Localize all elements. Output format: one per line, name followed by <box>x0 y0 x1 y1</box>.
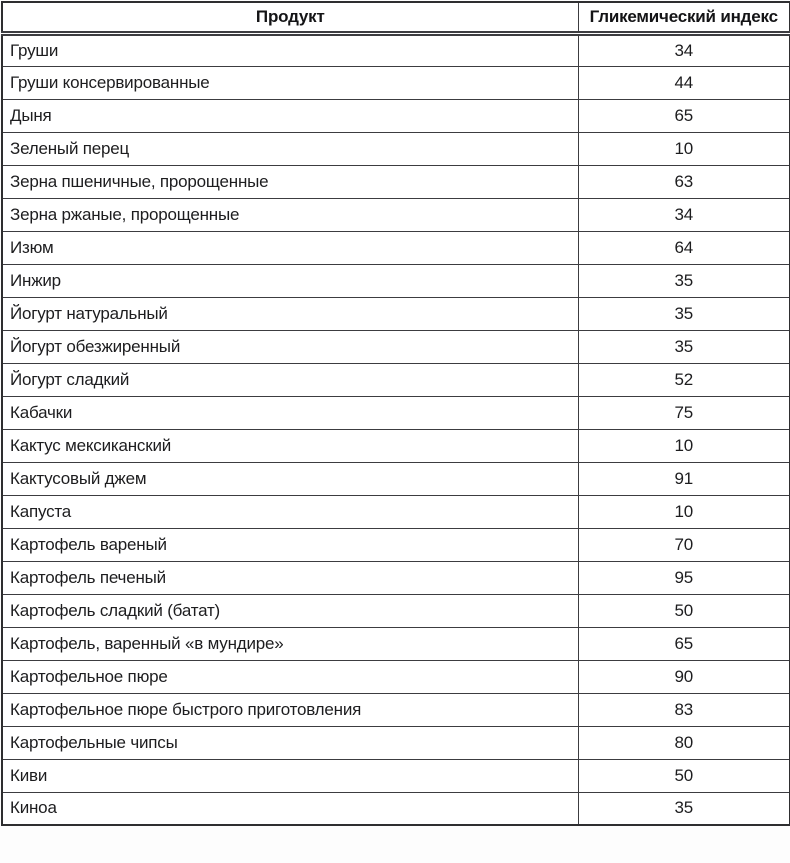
product-cell: Груши консервированные <box>2 66 578 99</box>
table-row <box>2 759 790 792</box>
product-cell: Кактус мексиканский <box>2 429 578 462</box>
table-row <box>2 297 790 330</box>
product-cell: Картофель печеный <box>2 561 578 594</box>
header-row <box>2 2 790 33</box>
glycemic-index-cell: 34 <box>578 33 790 66</box>
product-cell: Картофель, варенный «в мундире» <box>2 627 578 660</box>
table-header <box>2 2 790 33</box>
table-row <box>2 627 790 660</box>
product-cell: Картофельное пюре быстрого приготовления <box>2 693 578 726</box>
product-cell: Йогурт сладкий <box>2 363 578 396</box>
glycemic-index-cell: 63 <box>578 165 790 198</box>
table-row <box>2 528 790 561</box>
table-row <box>2 429 790 462</box>
glycemic-index-cell: 80 <box>578 726 790 759</box>
glycemic-index-cell: 75 <box>578 396 790 429</box>
product-cell: Дыня <box>2 99 578 132</box>
glycemic-index-cell: 52 <box>578 363 790 396</box>
glycemic-index-cell: 35 <box>578 297 790 330</box>
table-row <box>2 330 790 363</box>
table-row <box>2 792 790 825</box>
table-row <box>2 198 790 231</box>
column-header-product: Продукт <box>2 2 578 33</box>
table-row <box>2 396 790 429</box>
glycemic-index-cell: 35 <box>578 792 790 825</box>
product-cell: Груши <box>2 33 578 66</box>
table-row <box>2 594 790 627</box>
table-row <box>2 363 790 396</box>
glycemic-index-cell: 64 <box>578 231 790 264</box>
table-row <box>2 693 790 726</box>
glycemic-index-cell: 50 <box>578 759 790 792</box>
glycemic-index-cell: 95 <box>578 561 790 594</box>
glycemic-index-cell: 50 <box>578 594 790 627</box>
glycemic-index-table <box>1 1 790 826</box>
product-cell: Зерна ржаные, пророщенные <box>2 198 578 231</box>
column-header-glycemic-index: Гликемический индекс <box>578 2 790 33</box>
product-cell: Картофель сладкий (батат) <box>2 594 578 627</box>
glycemic-index-cell: 35 <box>578 330 790 363</box>
product-cell: Киви <box>2 759 578 792</box>
table-row <box>2 561 790 594</box>
glycemic-index-cell: 65 <box>578 99 790 132</box>
product-cell: Кактусовый джем <box>2 462 578 495</box>
glycemic-index-cell: 10 <box>578 132 790 165</box>
glycemic-index-cell: 70 <box>578 528 790 561</box>
table-row <box>2 33 790 66</box>
product-cell: Капуста <box>2 495 578 528</box>
product-cell: Изюм <box>2 231 578 264</box>
glycemic-index-cell: 90 <box>578 660 790 693</box>
product-cell: Картофельное пюре <box>2 660 578 693</box>
glycemic-index-cell: 34 <box>578 198 790 231</box>
table-body <box>2 33 790 825</box>
table-row <box>2 165 790 198</box>
glycemic-index-cell: 65 <box>578 627 790 660</box>
glycemic-index-cell: 35 <box>578 264 790 297</box>
table-row <box>2 132 790 165</box>
product-cell: Йогурт натуральный <box>2 297 578 330</box>
product-cell: Зеленый перец <box>2 132 578 165</box>
table-row <box>2 462 790 495</box>
glycemic-index-cell: 44 <box>578 66 790 99</box>
product-cell: Картофель вареный <box>2 528 578 561</box>
table-row <box>2 231 790 264</box>
table-row <box>2 495 790 528</box>
table-row <box>2 726 790 759</box>
product-cell: Инжир <box>2 264 578 297</box>
product-cell: Киноа <box>2 792 578 825</box>
product-cell: Кабачки <box>2 396 578 429</box>
table-row <box>2 66 790 99</box>
glycemic-index-cell: 10 <box>578 429 790 462</box>
glycemic-index-cell: 10 <box>578 495 790 528</box>
table-row <box>2 99 790 132</box>
table-row <box>2 264 790 297</box>
glycemic-index-cell: 83 <box>578 693 790 726</box>
table-row <box>2 660 790 693</box>
product-cell: Зерна пшеничные, пророщенные <box>2 165 578 198</box>
product-cell: Картофельные чипсы <box>2 726 578 759</box>
glycemic-index-cell: 91 <box>578 462 790 495</box>
product-cell: Йогурт обезжиренный <box>2 330 578 363</box>
